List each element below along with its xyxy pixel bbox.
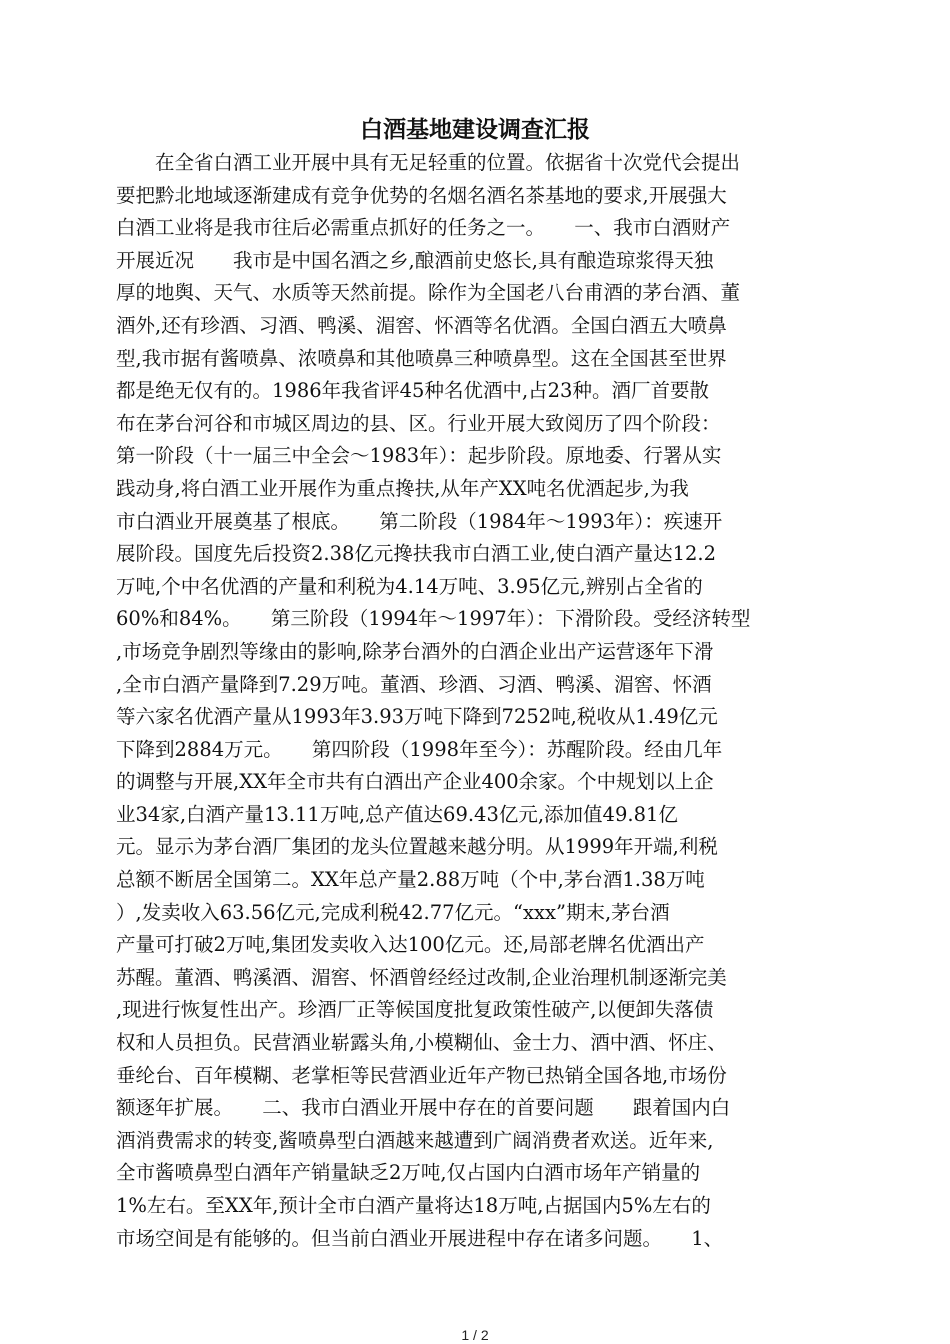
body-line: 开展近况 我市是中国名酒之乡,酿酒前史悠长,具有酿造琼浆得天独 [116, 248, 714, 272]
body-line: 市场空间是有能够的。但当前白酒业开展进程中存在诸多问题。 1、 [116, 1226, 724, 1250]
body-line: 践动身,将白酒工业开展作为重点搀扶,从年产XX吨名优酒起步,为我 [116, 476, 689, 500]
body-line: 全市酱喷鼻型白酒年产销量缺乏2万吨,仅占国内白酒市场年产销量的 [116, 1161, 701, 1185]
body-line: 60%和84%。 第三阶段（1994年～1997年）：下滑阶段。受经济转型 [116, 607, 751, 631]
body-line: 等六家名优酒产量从1993年3.93万吨下降到7252吨,税收从1.49亿元 [116, 705, 718, 729]
body-line: 要把黔北地域逐渐建成有竞争优势的名烟名酒名茶基地的要求,开展强大 [116, 183, 727, 207]
body-line: 垂纶台、百年模糊、老掌柜等民营酒业近年产物已热销全国各地,市场份 [116, 1063, 727, 1087]
body-line: ）,发卖收入63.56亿元,完成利税42.77亿元。“xxx”期末,茅台酒 [116, 900, 670, 924]
body-line: 市白酒业开展奠基了根底。 第二阶段（1984年～1993年）：疾速开 [116, 509, 723, 533]
body-line: 权和人员担负。民营酒业崭露头角,小模糊仙、金士力、酒中酒、怀庄、 [116, 1031, 727, 1055]
body-line: 的调整与开展,XX年全市共有白酒出产企业400余家。个中规划以上企 [116, 770, 714, 794]
page-number: 1 / 2 [461, 1327, 489, 1343]
body-line: 苏醒。董酒、鸭溪酒、湄窖、怀酒曾经经过改制,企业治理机制逐渐完美 [116, 965, 727, 989]
body-line: 酒外,还有珍酒、习酒、鸭溪、湄窖、怀酒等名优酒。全国白酒五大喷鼻 [116, 313, 727, 337]
body-line: 1%左右。至XX年,预计全市白酒产量将达18万吨,占据国内5%左右的 [116, 1194, 711, 1217]
body-line: 厚的地舆、天气、水质等天然前提。除作为全国老八台甫酒的茅台酒、董 [116, 281, 741, 305]
document-title: 白酒基地建设调查汇报 [360, 116, 590, 143]
body-line: 第一阶段（十一届三中全会～1983年）：起步阶段。原地委、行署从实 [116, 444, 722, 468]
body-line: 额逐年扩展。 二、我市白酒业开展中存在的首要问题 跟着国内白 [116, 1096, 731, 1120]
body-line: 都是绝无仅有的。1986年我省评45种名优酒中,占23种。酒厂首要散 [116, 379, 709, 403]
body-line: ,现进行恢复性出产。珍酒厂正等候国度批复政策性破产,以便卸失落债 [116, 998, 714, 1022]
body-line: 总额不断居全国第二。XX年总产量2.88万吨（个中,茅台酒1.38万吨 [116, 868, 705, 892]
body-line: 业34家,白酒产量13.11万吨,总产值达69.43亿元,添加值49.81亿 [116, 802, 678, 826]
body-line: 元。显示为茅台酒厂集团的龙头位置越来越分明。从1999年开端,利税 [116, 835, 718, 859]
body-line: ,市场竞争剧烈等缘由的影响,除茅台酒外的白酒企业出产运营逐年下滑 [116, 639, 714, 663]
body-line: 白酒工业将是我市往后必需重点抓好的任务之一。 一、我市白酒财产 [116, 216, 731, 240]
body-line: 产量可打破2万吨,集团发卖收入达100亿元。还,局部老牌名优酒出产 [116, 933, 705, 957]
body-line: 布在茅台河谷和市城区周边的县、区。行业开展大致阅历了四个阶段： [116, 411, 721, 435]
document-body [116, 147, 842, 1255]
body-line: 下降到2884万元。 第四阶段（1998年至今）：苏醒阶段。经由几年 [116, 737, 723, 761]
body-line: 展阶段。国度先后投资2.38亿元搀扶我市白酒工业,使白酒产量达12.2 [116, 542, 717, 566]
body-line: 在全省白酒工业开展中具有无足轻重的位置。依据省十次党代会提出 [116, 151, 741, 174]
body-line: 型,我市据有酱喷鼻、浓喷鼻和其他喷鼻三种喷鼻型。这在全国甚至世界 [116, 346, 727, 370]
body-line: 万吨,个中名优酒的产量和利税为4.14万吨、3.95亿元,辨别占全省的 [116, 574, 703, 598]
body-line: 酒消费需求的转变,酱喷鼻型白酒越来越遭到广阔消费者欢送。近年来, [116, 1128, 714, 1152]
body-line: ,全市白酒产量降到7.29万吨。董酒、珍酒、习酒、鸭溪、湄窖、怀酒 [116, 672, 712, 696]
